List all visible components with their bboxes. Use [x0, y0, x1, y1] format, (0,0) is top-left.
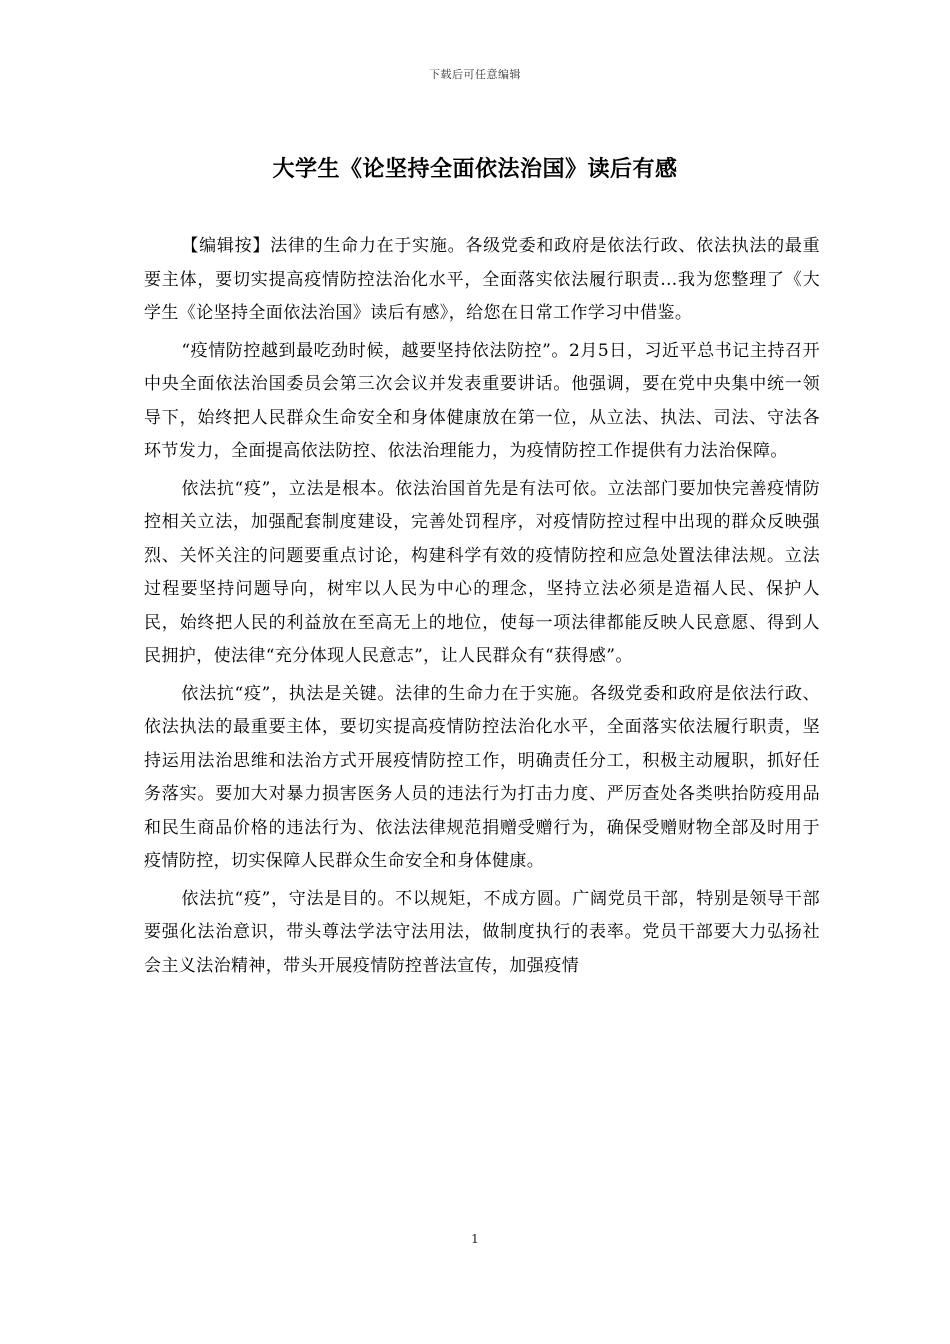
document-body: [144, 230, 820, 987]
paragraph-legislation: 依法抗“疫”，立法是根本。依法治国首先是有法可依。立法部门要加快完善疫情防控相关立法，加强配套制度建设，完善处罚程序，对疫情防控过程中出现的群众反映强烈、关怀关注的问题要重点讨论，构建科学有效的疫情防控和应急处置法律法规。立法过程要坚持问题导向，树牢以人民为中心的理念，坚持立法必须是造福人民、保护人民，始终把人民的利益放在至高无上的地位，使每一项法律都能反映人民意愿、得到人民拥护，使法律“充分体现人民意志”，让人民群众有“获得感”。: [144, 478, 820, 666]
paragraph-compliance: 依法抗“疫”，守法是目的。不以规矩，不成方圆。广阔党员干部，特别是领导干部要强化法治意识，带头尊法学法守法用法，做制度执行的表率。党员干部要大力弘扬社会主义法治精神，带头开展疫情防控普法宣传，加强疫情: [144, 888, 820, 976]
paragraph-editor-note: 【编辑按】法律的生命力在于实施。各级党委和政府是依法行政、依法执法的最重要主体，要切实提高疫情防控法治化水平，全面落实依法履行职责…我为您整理了《大学生《论坚持全面依法治国》读后有感》，给您在日常工作学习中借鉴。: [144, 236, 820, 323]
page-header-note: 下载后可任意编辑: [429, 68, 521, 81]
page-number: 1: [471, 1232, 479, 1246]
document-title: 大学生《论坚持全面依法治国》读后有感: [272, 156, 678, 182]
paragraph-intro: “疫情防控越到最吃劲时候，越要坚持依法防控”。2月5日，习近平总书记主持召开中央全面依法治国委员会第三次会议并发表重要讲话。他强调，要在党中央集中统一领导下，始终把人民群众生命安全和身体健康放在第一位，从立法、执法、司法、守法各环节发力，全面提高依法防控、依法治理能力，为疫情防控工作提供有力法治保障。: [144, 340, 820, 461]
paragraph-enforcement: 依法抗“疫”，执法是关键。法律的生命力在于实施。各级党委和政府是依法行政、依法执法的最重要主体，要切实提高疫情防控法治化水平，全面落实依法履行职责，坚持运用法治思维和法治方式开展疫情防控工作，明确责任分工，积极主动履职，抓好任务落实。要加大对暴力损害医务人员的违法行为打击力度、严厉查处各类哄抬防疫用品和民生商品价格的违法行为、依法法律规范捐赠受赠行为，确保受赠财物全部及时用于疫情防控，切实保障人民群众生命安全和身体健康。: [144, 683, 820, 871]
